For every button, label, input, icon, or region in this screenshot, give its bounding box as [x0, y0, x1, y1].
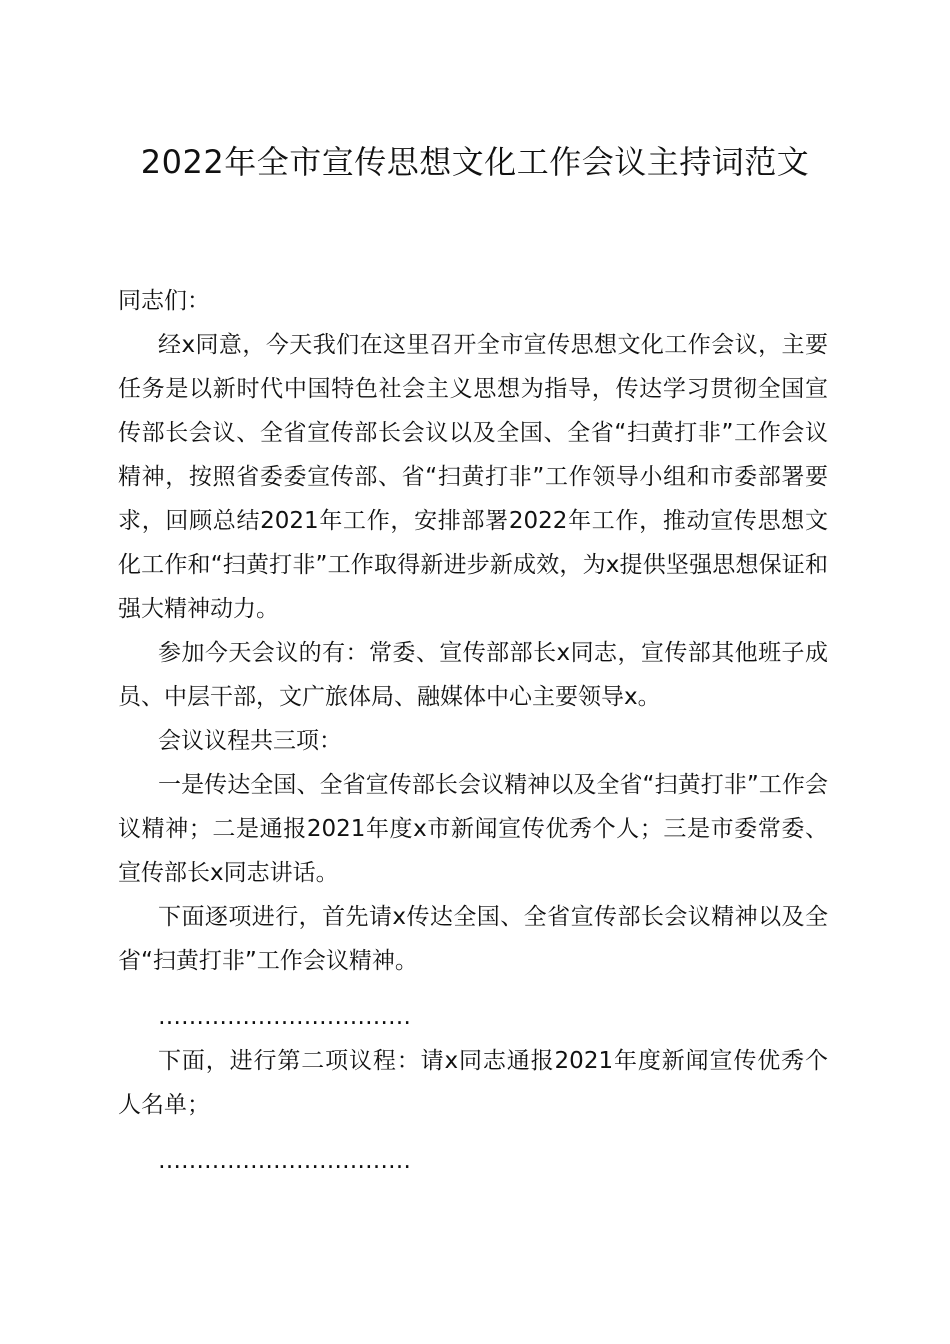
document-body — [118, 279, 828, 1183]
ellipsis-separator: …………………………… — [158, 1004, 411, 1030]
ellipsis-separator: …………………………… — [158, 1148, 411, 1174]
paragraph-first-item: 下面逐项进行，首先请x传达全国、全省宣传部长会议精神以及全省“扫黄打非”工作会议精神。 — [118, 904, 828, 974]
paragraph-agenda-heading: 会议议程共三项： — [158, 728, 342, 754]
paragraph-opening: 经x同意，今天我们在这里召开全市宣传思想文化工作会议，主要任务是以新时代中国特色社会主义思想为指导，传达学习贯彻全国宣传部长会议、全省宣传部长会议以及全国、全省“扫黄打非”工作会议精神，按照省委委宣传部、省“扫黄打非”工作领导小组和市委部署要求，回顾总结2021年工作，安排部署2022年工作，推动宣传思想文化工作和“扫黄打非”工作取得新进步新成效，为x提供坚强思想保证和强大精神动力。 — [118, 332, 828, 622]
document-title: 2022年全市宣传思想文化工作会议主持词范文 — [140, 143, 810, 181]
paragraph-second-item: 下面，进行第二项议程：请x同志通报2021年度新闻宣传优秀个人名单； — [118, 1048, 828, 1118]
paragraph-agenda-items: 一是传达全国、全省宣传部长会议精神以及全省“扫黄打非”工作会议精神；二是通报2021年度x市新闻宣传优秀个人；三是市委常委、宣传部长x同志讲话。 — [118, 772, 828, 886]
salutation: 同志们： — [118, 288, 210, 314]
paragraph-attendees: 参加今天会议的有：常委、宣传部部长x同志，宣传部其他班子成员、中层干部，文广旅体局、融媒体中心主要领导x。 — [118, 640, 828, 710]
